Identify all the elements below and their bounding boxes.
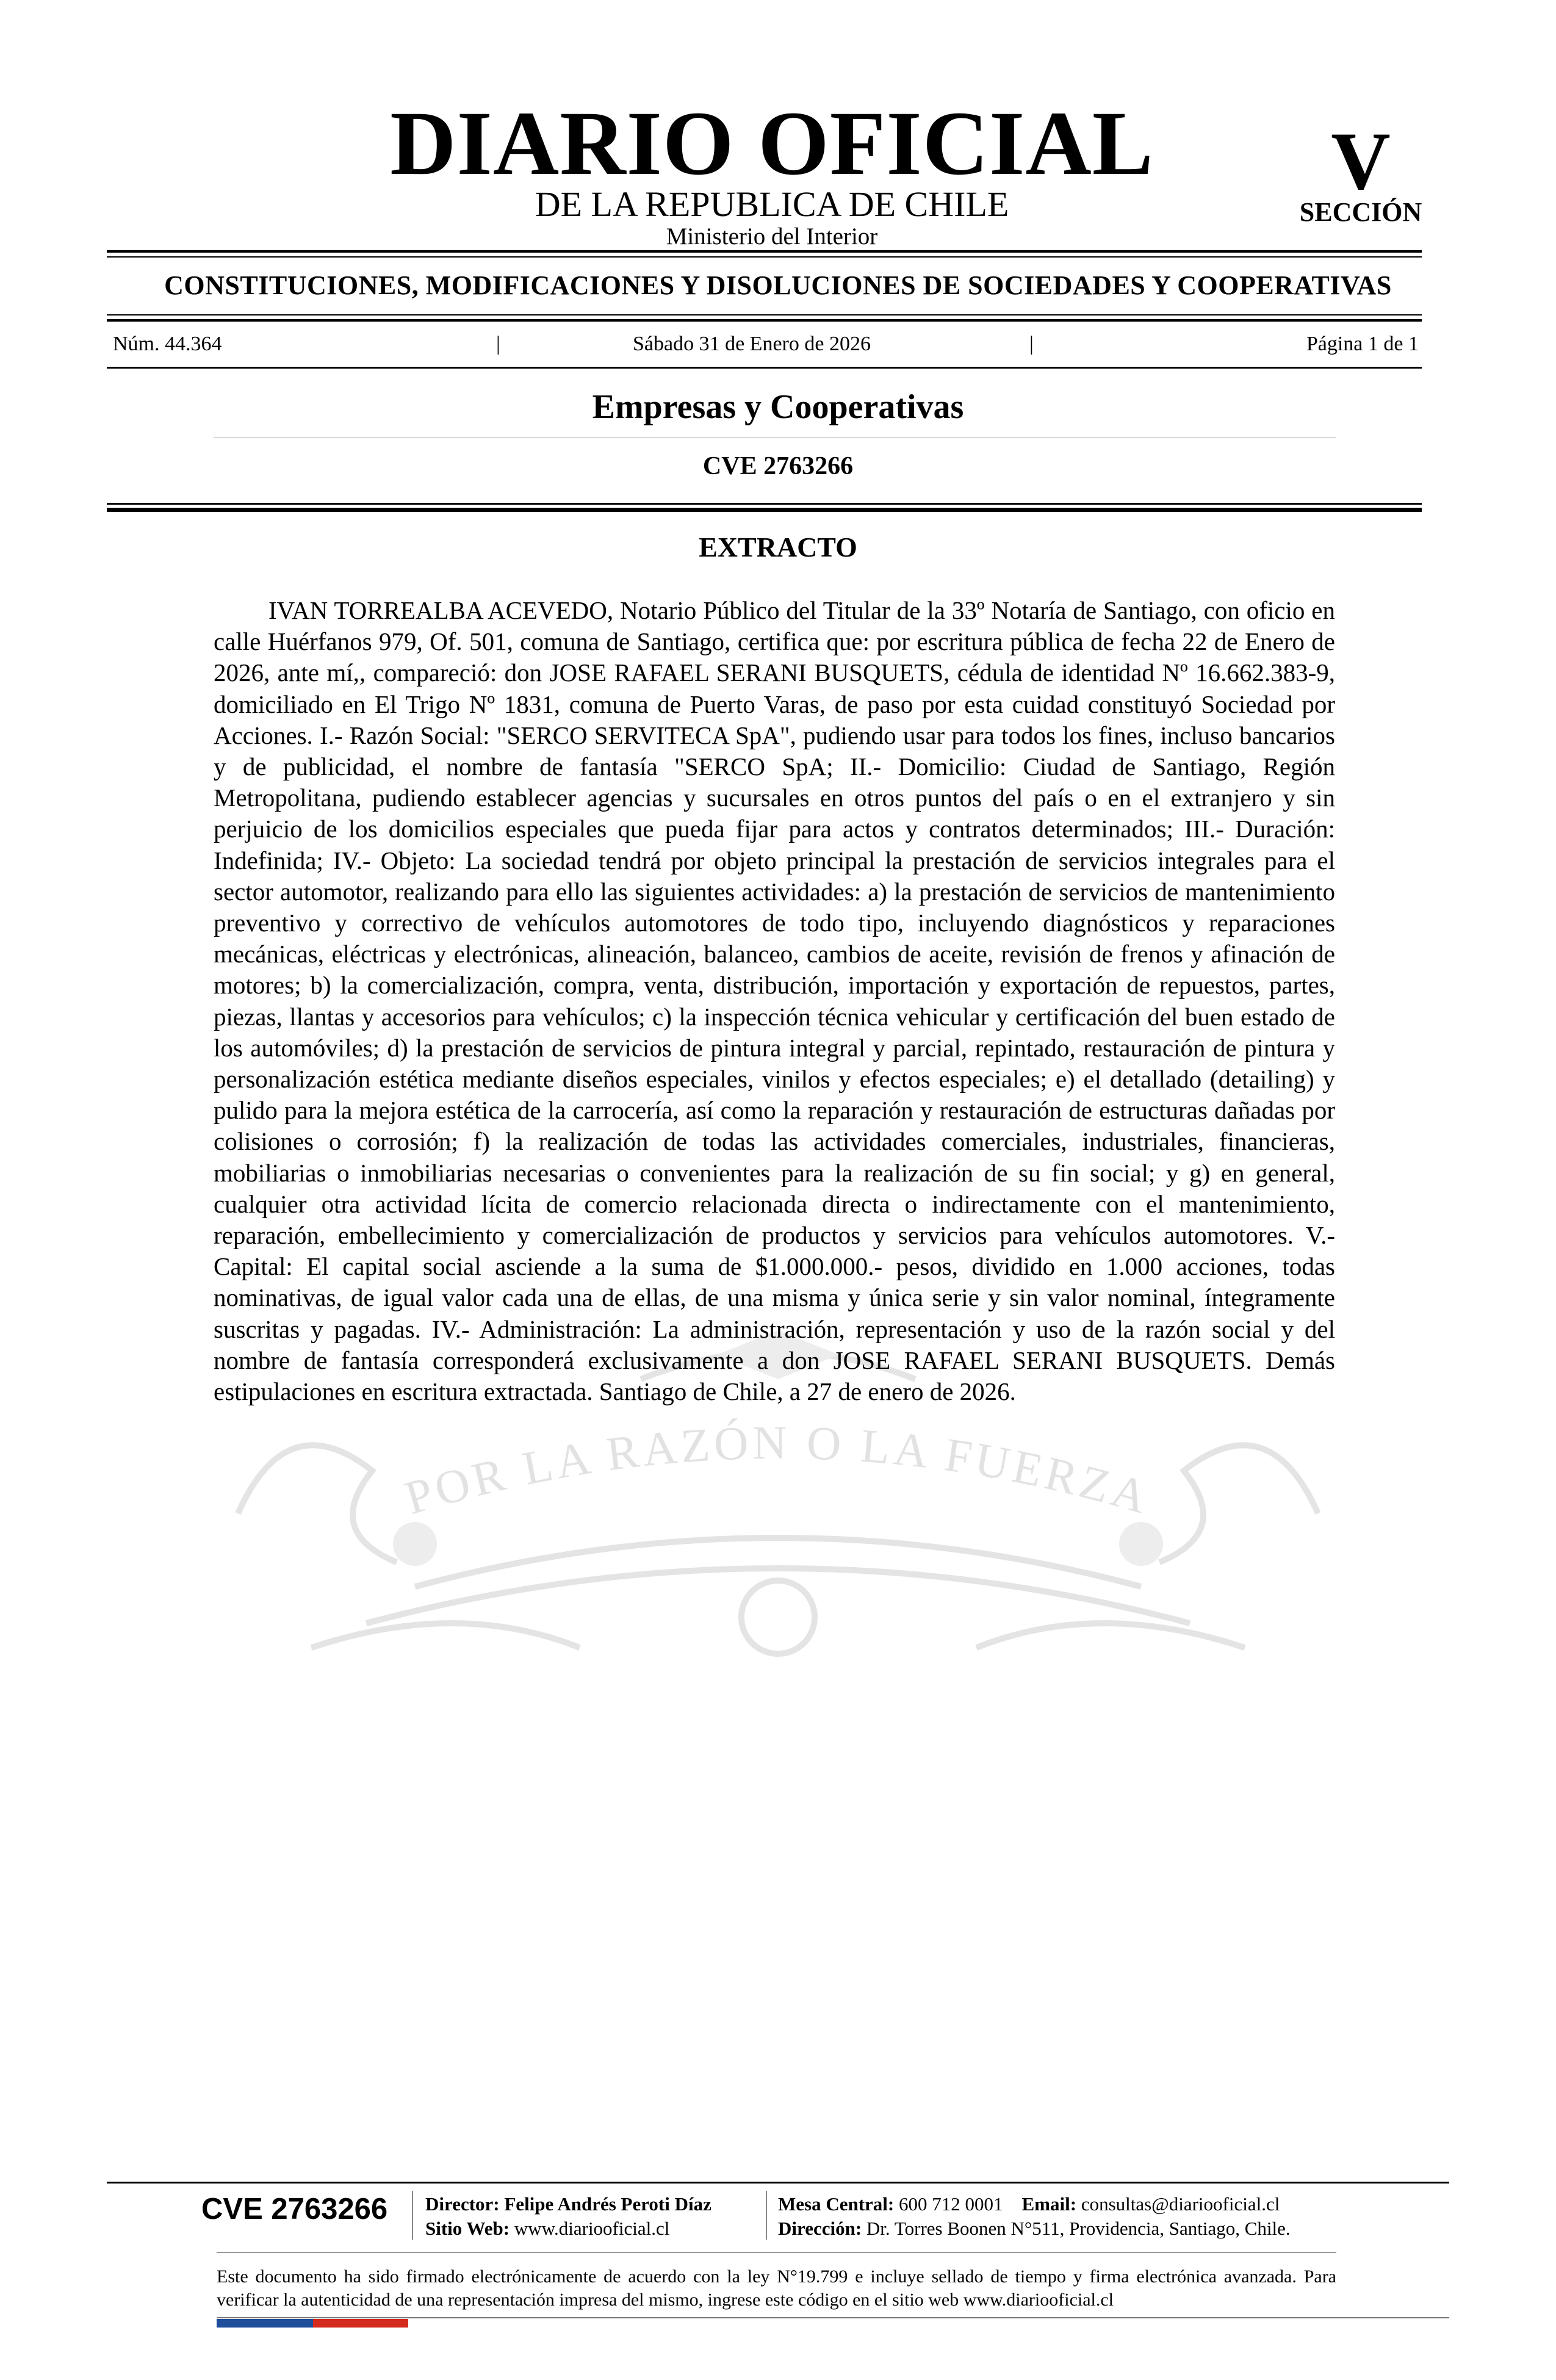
footer-signature-note: Este documento ha sido firmado electrónicamente de acuerdo con la ley N°19.799 e incluye sellado de tiempo y firma electrónica avanzada. Para verificar la autenticidad de una representación impresa del mismo, ingrese este código en el sitio web www.diariooficial.cl [217, 2266, 1336, 2310]
masthead-ministry: Ministerio del Interior [666, 223, 878, 250]
issue-date: Sábado 31 de Enero de 2026 [633, 333, 871, 355]
footer-divider-1 [412, 2191, 413, 2240]
rubric-title: Empresas y Cooperativas [592, 388, 964, 426]
masthead-subtitle: DE LA REPUBLICA DE CHILE [535, 184, 1009, 224]
rule-mid-2 [107, 319, 1422, 322]
rubric-underline [214, 437, 1336, 438]
director-label: Director: [425, 2193, 500, 2215]
footer-divider-2 [766, 2191, 767, 2240]
extracto-body: IVAN TORREALBA ACEVEDO, Notario Público del Titular de la 33º Notaría de Santiago, con oficio en calle Huérfanos 979, Of. 501, comuna de Santiago, certifica que: por escritura pública de fecha 22 de Enero de 2026, ante mí,, compareció: don JOSE RAFAEL SERANI BUSQUETS, cédula de identidad Nº 16.662.383-9, domiciliado en El Trigo Nº 1831, comuna de Puerto Varas, de paso por esta cuidad constituyó Sociedad por Acciones. I.- Razón Social: "SERCO SERVITECA SpA", pudiendo usar para todos los fines, incluso bancarios y de publicidad, el nombre de fantasía "SERCO SpA; II.- Domicilio: Ciudad de Santiago, Región Metropolitana, pudiendo establecer agencias y sucursales en otros puntos del país o en el extranjero y sin perjuicio de los domicilios especiales que pueda fijar para actos y contratos determinados; III.- Duración: Indefinida; IV.- Objeto: La sociedad tendrá por objeto principal la prestación de servicios integrales para el sector automotor, realizando para ello las siguientes actividades: a) la prestación de servicios de mantenimiento preventivo y correctivo de vehículos automotores de todo tipo, incluyendo diagnósticos y reparaciones mecánicas, eléctricas y electrónicas, alineación, balanceo, cambios de aceite, revisión de frenos y afinación de motores; b) la comercialización, compra, venta, distribución, importación y exportación de repuestos, partes, piezas, llantas y accesorios para vehículos; c) la inspección técnica vehicular y certificación del buen estado de los automóviles; d) la prestación de servicios de pintura integral y parcial, repintado, restauración de pintura y personalización estética mediante diseños especiales, vinilos y efectos especiales; e) el detallado (detailing) y pulido para la mejora estética de la carrocería, así como la reparación y restauración de estructuras dañadas por colisiones o corrosión; f) la realización de todas las actividades comerciales, industriales, financieras, mobiliarias o inmobiliarias necesarias o convenientes para la realización de su fin social; y g) en general, cualquier otra actividad lícita de comercio relacionada directa o indirectamente con el mantenimiento, reparación, embellecimiento y comercialización de productos y servicios para vehículos automotores. V.- Capital: El capital social asciende a la suma de $1.000.000.- pesos, dividido en 1.000 acciones, todas nominativas, de igual valor cada una de ellas, de una misma y única serie y sin valor nominal, íntegramente suscritas y pagadas. IV.- Administración: La administración, representación y uso de la razón social y del nombre de fantasía corresponderá exclusivamente a don JOSE RAFAEL SERANI BUSQUETS. Demás estipulaciones en escritura extractada. Santiago de Chile, a 27 de enero de 2026. [214, 596, 1335, 1406]
address-label: Dirección: [778, 2218, 862, 2239]
footer-contact-block [778, 2192, 1291, 2241]
email-link[interactable]: consultas@diariooficial.cl [1081, 2193, 1280, 2215]
extracto-title: EXTRACTO [699, 532, 857, 563]
rule-cve-1 [107, 503, 1422, 505]
section-label: SECCIÓN [1299, 197, 1422, 227]
issue-info [113, 333, 1419, 359]
rule-info-bottom [107, 367, 1422, 369]
masthead [107, 93, 1449, 250]
info-separator: | [1029, 333, 1034, 355]
website-link[interactable]: www.diariooficial.cl [514, 2218, 670, 2239]
flag-stripe-red [313, 2319, 408, 2328]
issue-number: Núm. 44.364 [113, 333, 222, 355]
footer-cve-code: CVE 2763266 [201, 2193, 388, 2226]
rule-mid-1 [107, 314, 1422, 316]
footer-rule-mid [217, 2252, 1336, 2253]
email-label: Email: [1021, 2193, 1077, 2215]
section-number: V [1331, 116, 1391, 207]
website-label: Sitio Web: [425, 2218, 510, 2239]
footer-rule-bottom [217, 2317, 1449, 2318]
footer-rule-top [107, 2182, 1449, 2183]
section-category: CONSTITUCIONES, MODIFICACIONES Y DISOLUCIONES DE SOCIEDADES Y COOPERATIVAS [164, 270, 1392, 300]
address-text: Dr. Torres Boonen N°511, Providencia, Santiago, Chile. [866, 2218, 1291, 2239]
watermark-motto: POR LA RAZÓN O LA FUERZA [398, 1415, 1157, 1525]
flag-stripe-blue [217, 2319, 313, 2328]
director-name: Felipe Andrés Peroti Díaz [504, 2193, 711, 2215]
footer-director-block [425, 2192, 711, 2241]
rule-top-2 [107, 256, 1422, 258]
masthead-title: DIARIO OFICIAL [390, 93, 1154, 194]
rule-cve-2 [107, 508, 1422, 512]
cve-code: CVE 2763266 [702, 452, 854, 480]
page-indicator: Página 1 de 1 [1306, 333, 1419, 355]
mesa-phone: 600 712 0001 [899, 2193, 1003, 2215]
mesa-label: Mesa Central: [778, 2193, 895, 2215]
rule-top-1 [107, 250, 1422, 253]
info-separator: | [496, 333, 500, 355]
